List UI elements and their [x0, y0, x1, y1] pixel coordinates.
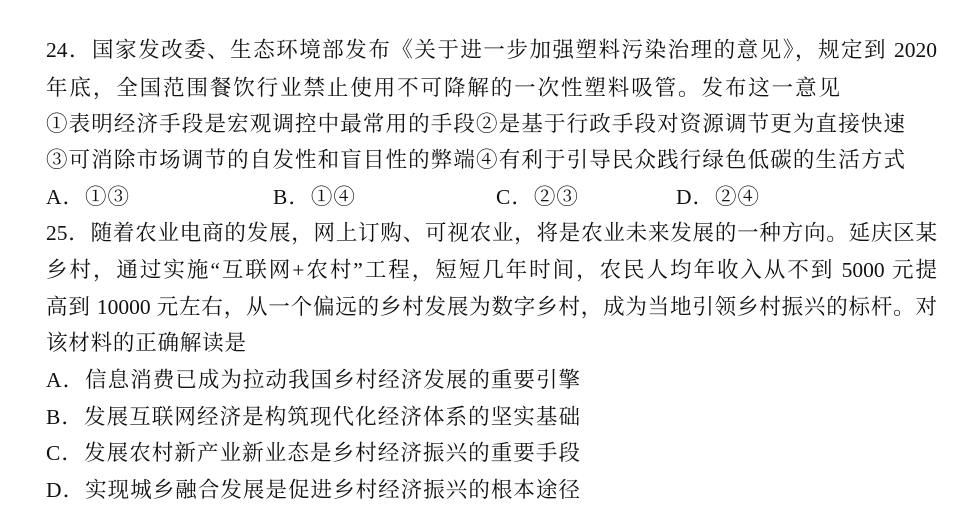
q25-stem-text-3: 高到 10000 元左右，从一个偏远的乡村发展为数字乡村，成为当地引领乡村振兴的标杆。对 [46, 295, 937, 319]
q24-statement-3-mark: ③ [46, 148, 69, 172]
q24-option-d-label: D． [676, 185, 716, 209]
q25-option-b-label: B． [46, 405, 85, 429]
q25-option-c [46, 439, 580, 467]
q24-option-c [496, 183, 579, 211]
q25-stem-line-1 [46, 219, 937, 247]
q24-option-a-text: ①③ [85, 185, 131, 209]
q24-option-c-text: ②③ [533, 185, 579, 209]
q24-option-a-label: A． [46, 185, 86, 209]
q24-stem-line-2 [46, 74, 840, 102]
q25-option-b [46, 403, 580, 431]
q24-statements-line-1 [46, 110, 905, 138]
q24-statements-line-2 [46, 146, 905, 174]
q25-stem-line-2 [46, 256, 937, 284]
q25-stem-line-3 [46, 293, 937, 321]
q24-statement-3-text: 可消除市场调节的自发性和盲目性的弊端 [68, 148, 477, 172]
q25-stem-text-4: 该材料的正确解读是 [46, 331, 246, 355]
q24-statement-1-mark: ① [46, 112, 69, 136]
q24-statement-2-text: 是基于行政手段对资源调节更为直接快速 [498, 112, 905, 136]
q25-option-a [46, 366, 580, 394]
q24-statement-2-mark: ② [476, 112, 499, 136]
q24-option-b-text: ①④ [310, 185, 356, 209]
q25-option-a-label: A． [46, 368, 86, 392]
q25-stem-text-2: 乡村，通过实施“互联网+农村”工程，短短几年时间，农民人均年收入从不到 5000 元提 [46, 258, 937, 282]
q25-stem-text-1: 随着农业电商的发展，网上订购、可视农业，将是农业未来发展的一种方向。延庆区某 [90, 221, 937, 245]
q25-option-c-label: C． [46, 441, 85, 465]
q24-option-a [46, 183, 130, 211]
q24-statement-1-text: 表明经济手段是宏观调控中最常用的手段 [68, 112, 477, 136]
q24-statement-4-text: 有利于引导民众践行绿色低碳的生活方式 [498, 148, 905, 172]
q24-option-d [676, 183, 760, 211]
q24-stem-text-2: 年底，全国范围餐饮行业禁止使用不可降解的一次性塑料吸管。发布这一意见 [46, 76, 840, 100]
q25-option-c-text: 发展农村新产业新业态是乡村经济振兴的重要手段 [84, 441, 580, 465]
q25-number: 25． [46, 221, 91, 245]
q25-option-d-text: 实现城乡融合发展是促进乡村经济振兴的根本途径 [85, 478, 580, 502]
q25-option-d [46, 476, 580, 504]
q24-option-c-label: C． [496, 185, 534, 209]
q24-option-d-text: ②④ [715, 185, 761, 209]
q24-stem-line-1 [46, 36, 937, 64]
q25-option-d-label: D． [46, 478, 86, 502]
q24-number: 24． [46, 38, 93, 62]
q24-option-b-label: B． [273, 185, 311, 209]
q24-stem-text-1: 国家发改委、生态环境部发布《关于进一步加强塑料污染治理的意见》，规定到 2020 [92, 38, 937, 62]
q25-stem-line-4 [46, 329, 246, 357]
q25-option-a-text: 信息消费已成为拉动我国乡村经济发展的重要引擎 [85, 368, 580, 392]
q24-statement-4-mark: ④ [476, 148, 499, 172]
q25-option-b-text: 发展互联网经济是构筑现代化经济体系的坚实基础 [84, 405, 580, 429]
q24-option-b [273, 183, 356, 211]
